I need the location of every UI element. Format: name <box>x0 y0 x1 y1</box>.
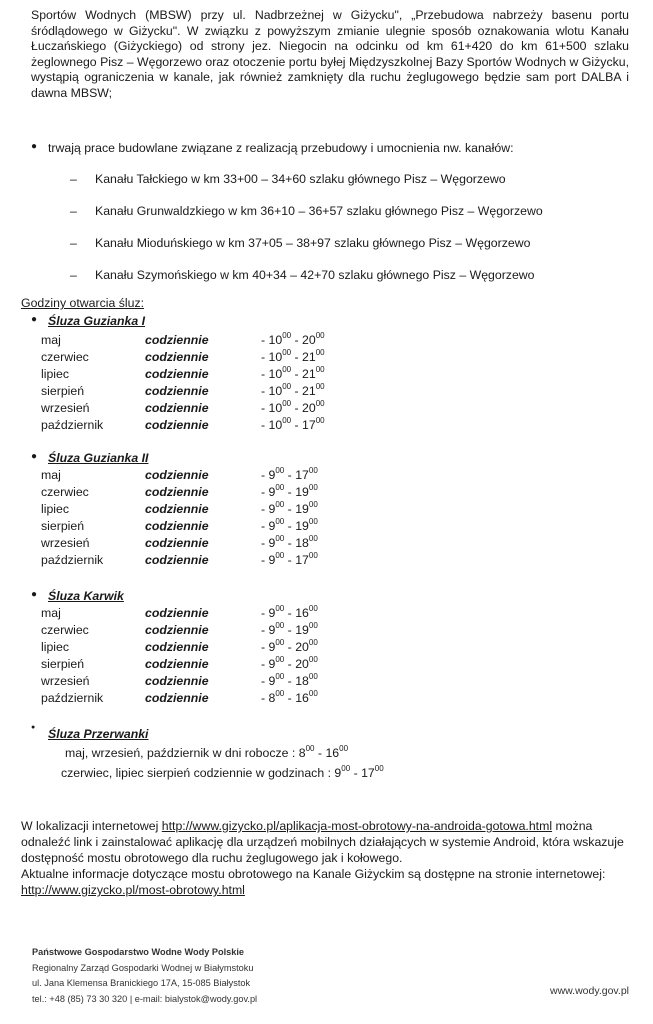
lock-name: Śluza Guzianka II <box>48 451 149 465</box>
footer-website[interactable]: www.wody.gov.pl <box>550 985 629 997</box>
month: czerwiec <box>41 485 89 499</box>
hours: - $9^{00} - 20^{00}$ <box>261 655 318 671</box>
hours: - $10^{00} - 20^{00}$ <box>261 399 325 415</box>
days: codziennie <box>145 657 209 671</box>
dash-icon: – <box>70 204 77 218</box>
bridge-link[interactable]: http://www.gizycko.pl/most-obrotowy.html <box>21 883 245 897</box>
month: maj <box>41 606 61 620</box>
bullet-dot-icon: ● <box>31 451 38 462</box>
days: codziennie <box>145 401 209 415</box>
month: sierpień <box>41 519 85 533</box>
hours: - $9^{00} - 19^{00}$ <box>261 517 318 533</box>
hours: - $9^{00} - 17^{00}$ <box>261 466 318 482</box>
footer <box>32 945 257 1007</box>
month: październik <box>41 691 104 705</box>
hours: - $9^{00} - 16^{00}$ <box>261 604 318 620</box>
bullet-dot-icon: ● <box>31 724 36 731</box>
month: czerwiec <box>41 623 89 637</box>
hours: - $10^{00} - 21^{00}$ <box>261 382 325 398</box>
hours: - $9^{00} - 19^{00}$ <box>261 621 318 637</box>
days: codziennie <box>145 333 209 347</box>
bullet-dot-icon: ● <box>31 589 38 600</box>
hours: - $9^{00} - 20^{00}$ <box>261 638 318 654</box>
days: codziennie <box>145 384 209 398</box>
month: wrzesień <box>41 536 90 550</box>
canal-text: Kanału Mioduńskiego w km 37+05 – 38+97 szlaku głównego Pisz – Węgorzewo <box>95 236 531 250</box>
hours: - $9^{00} - 18^{00}$ <box>261 534 318 550</box>
hours: - $9^{00} - 19^{00}$ <box>261 483 318 499</box>
days: codziennie <box>145 519 209 533</box>
links-section <box>21 818 627 898</box>
month: czerwiec <box>41 350 89 364</box>
days: codziennie <box>145 640 209 654</box>
dash-icon: – <box>70 268 77 282</box>
hours: - $9^{00} - 17^{00}$ <box>261 551 318 567</box>
month: maj <box>41 468 61 482</box>
hours-title: Godziny otwarcia śluz: <box>21 296 145 310</box>
canal-text: Kanału Grunwaldzkiego w km 36+10 – 36+57 szlaku głównego Pisz – Węgorzewo <box>95 204 543 218</box>
month: lipiec <box>41 367 70 381</box>
lock-name: Śluza Karwik <box>48 589 124 603</box>
days: codziennie <box>145 502 209 516</box>
hours: - $9^{00} - 19^{00}$ <box>261 500 318 516</box>
hours: - $10^{00} - 21^{00}$ <box>261 348 325 364</box>
bullet-dot-icon: ● <box>31 314 38 325</box>
hours: - $10^{00} - 21^{00}$ <box>261 365 325 381</box>
intro-paragraph: Sportów Wodnych (MBSW) przy ul. Nadbrzeżnej w Giżycku", „Przebudowa nabrzeży basenu portu śródlądowego w Giżycku". W związku z powyższym zmianie ulegnie sposób oznakowania wlotu Kanału Łuczańskiego (Giżyckiego) od strony jez. Niegocin na odcinku od km 61+420 do km 61+500 szlaku żeglownego Pisz – Węgorzewo oraz otoczenie portu byłej Międzyszkolnej Bazy Sportów Wodnych w Giżycku, wystąpią ograniczenia w kanale, jak również zamknięty dla ruchu żeglugowego będzie sam port DALBA i dawna MBSW; <box>31 8 629 100</box>
bullet-dot-icon: ● <box>31 141 38 152</box>
month: sierpień <box>41 384 85 398</box>
month: wrzesień <box>41 674 90 688</box>
month: lipiec <box>41 640 70 654</box>
hours: - $9^{00} - 18^{00}$ <box>261 672 318 688</box>
days: codziennie <box>145 367 209 381</box>
lock-name: Śluza Guzianka I <box>48 314 146 328</box>
footer-contact: tel.: +48 (85) 73 30 320 | e-mail: bialystok@wody.gov.pl <box>32 993 258 1004</box>
dash-icon: – <box>70 172 77 186</box>
days: codziennie <box>145 623 209 637</box>
bridge-paragraph: Aktualne informacje dotyczące mostu obrotowego na Kanale Giżyckim są dostępne na stronie internetowej: http://www.gizycko.pl/most-obrotowy.html <box>21 867 606 897</box>
hours: - $10^{00} - 17^{00}$ <box>261 416 325 432</box>
footer-org: Państwowe Gospodarstwo Wodne Wody Polskie <box>32 947 245 957</box>
hours: - $8^{00} - 16^{00}$ <box>261 689 318 705</box>
works-bullet-text: trwają prace budowlane związane z realizacją przebudowy i umocnienia nw. kanałów: <box>48 141 514 155</box>
month: sierpień <box>41 657 85 671</box>
days: codziennie <box>145 485 209 499</box>
days: codziennie <box>145 674 209 688</box>
month: październik <box>41 553 104 567</box>
przerwanki-hours-line-1: maj, wrzesień, październik w dni robocze : $8^{00} - 16^{00}$ <box>65 744 349 760</box>
days: codziennie <box>145 468 209 482</box>
app-paragraph: W lokalizacji internetowej http://www.gizycko.pl/aplikacja-most-obrotowy-na-androida-gotowa.html można odnaleźć link i zainstalować aplikację dla urządzeń mobilnych działających w systemie Android, która wskazuje dostępność mostu obrotowego dla ruchu żeglugowego jak i kołowego. <box>21 819 624 865</box>
month: lipiec <box>41 502 70 516</box>
app-link[interactable]: http://www.gizycko.pl/aplikacja-most-obrotowy-na-androida-gotowa.html <box>161 819 553 833</box>
days: codziennie <box>145 536 209 550</box>
footer-dept: Regionalny Zarząd Gospodarki Wodnej w Białymstoku <box>32 962 254 973</box>
canal-text: Kanału Tałckiego w km 33+00 – 34+60 szlaku głównego Pisz – Węgorzewo <box>95 172 506 186</box>
days: codziennie <box>145 691 209 705</box>
month: wrzesień <box>41 401 90 415</box>
przerwanki-hours-line-2: czerwiec, lipiec sierpień codziennie w godzinach : $9^{00} - 17^{00}$ <box>61 764 384 780</box>
footer-address: ul. Jana Klemensa Branickiego 17A, 15-085 Białystok <box>32 978 251 989</box>
dash-icon: – <box>70 236 77 250</box>
days: codziennie <box>145 553 209 567</box>
hours: - $10^{00} - 20^{00}$ <box>261 331 325 347</box>
days: codziennie <box>145 606 209 620</box>
lock-name: Śluza Przerwanki <box>48 727 149 741</box>
canal-text: Kanału Szymońskiego w km 40+34 – 42+70 szlaku głównego Pisz – Węgorzewo <box>95 268 535 282</box>
days: codziennie <box>145 350 209 364</box>
month: maj <box>41 333 61 347</box>
month: październik <box>41 418 104 432</box>
days: codziennie <box>145 418 209 432</box>
